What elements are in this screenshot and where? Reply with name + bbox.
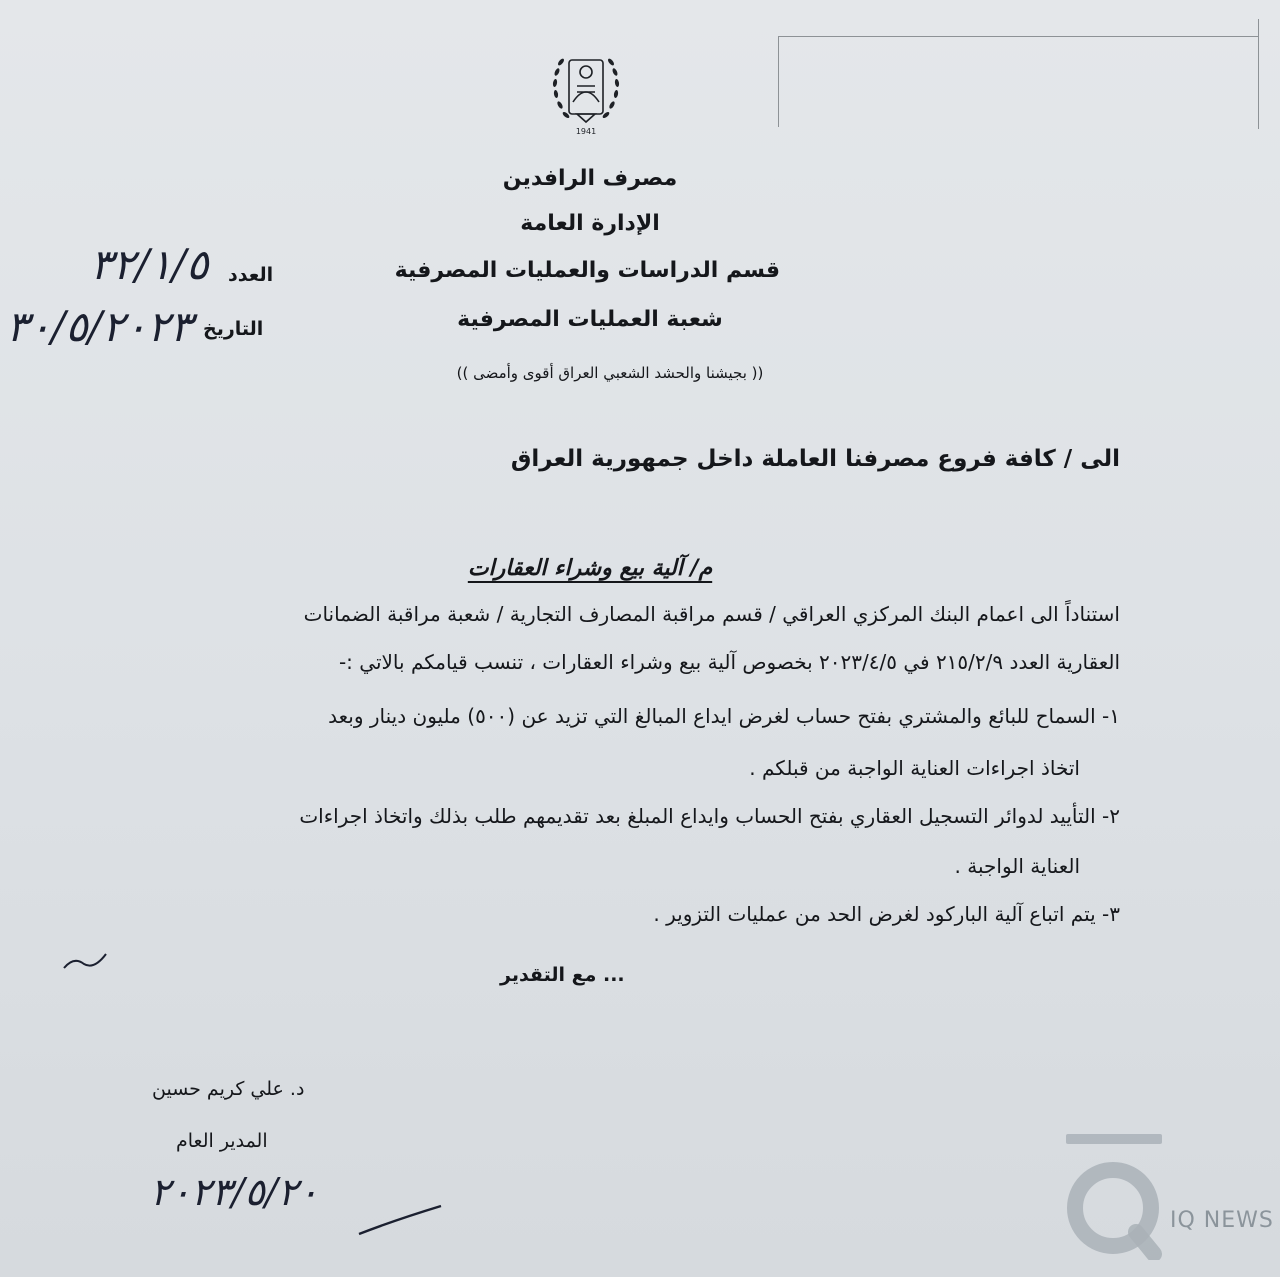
list-item-3: ٣- يتم اتباع آلية الباركود لغرض الحد من عمليات التزوير . bbox=[653, 902, 1120, 926]
signatory-name: د. علي كريم حسين bbox=[152, 1078, 305, 1100]
reference-number-label: العدد bbox=[228, 264, 274, 286]
signature-date: ٢٠٢٣/٥/٢٠ bbox=[150, 1170, 319, 1214]
body-paragraph-line: استناداً الى اعمام البنك المركزي العراقي / قسم مراقبة المصارف التجارية / شعبة مراقبة الضمانات bbox=[303, 602, 1120, 626]
body-paragraph-line: العقارية العدد ٢١٥/٢/٩ في ٢٠٢٣/٤/٥ بخصوص آلية بيع وشراء العقارات ، تنسب قيامكم بالاتي :- bbox=[338, 650, 1120, 674]
list-item-2-continued: العناية الواجبة . bbox=[954, 854, 1080, 878]
list-item-1: ١- السماح للبائع والمشتري بفتح حساب لغرض ايداع المبالغ التي تزيد عن (٥٠٠) مليون دينار وبعد bbox=[328, 704, 1120, 728]
subject-line: م/ آلية بيع وشراء العقارات bbox=[467, 556, 713, 581]
stamp-box bbox=[778, 36, 1259, 127]
department-name: قسم الدراسات والعمليات المصرفية bbox=[394, 258, 780, 283]
bank-emblem-icon bbox=[533, 42, 639, 138]
administration-name: الإدارة العامة bbox=[520, 211, 660, 236]
closing-regards: ... مع التقدير bbox=[500, 964, 625, 986]
reference-date-label: التاريخ bbox=[203, 318, 264, 340]
signature-stroke-icon bbox=[355, 1200, 445, 1240]
slogan: (( بجيشنا والحشد الشعبي العراق أقوى وأمضى )) bbox=[456, 364, 764, 382]
signatory-title: المدير العام bbox=[176, 1130, 268, 1152]
iq-news-logo-icon bbox=[1058, 1130, 1168, 1260]
list-item-1-continued: اتخاذ اجراءات العناية الواجبة من قبلكم . bbox=[749, 756, 1080, 780]
list-item-2: ٢- التأييد لدوائر التسجيل العقاري بفتح الحساب وايداع المبلغ بعد تقديمهم طلب بذلك واتخاذ اجراءات bbox=[299, 804, 1120, 828]
recipient-line: الى / كافة فروع مصرفنا العاملة داخل جمهورية العراق bbox=[510, 446, 1120, 472]
margin-mark-icon bbox=[60, 948, 110, 974]
watermark-text: IQ NEWS bbox=[1170, 1208, 1274, 1233]
reference-number-value: ٣٢/١/٥ bbox=[90, 240, 209, 289]
section-name: شعبة العمليات المصرفية bbox=[457, 307, 723, 332]
svg-text:1941: 1941 bbox=[575, 127, 597, 136]
bank-name: مصرف الرافدين bbox=[502, 166, 678, 191]
reference-date-value: ٣٠/٥/٢٠٢٣ bbox=[6, 302, 193, 351]
